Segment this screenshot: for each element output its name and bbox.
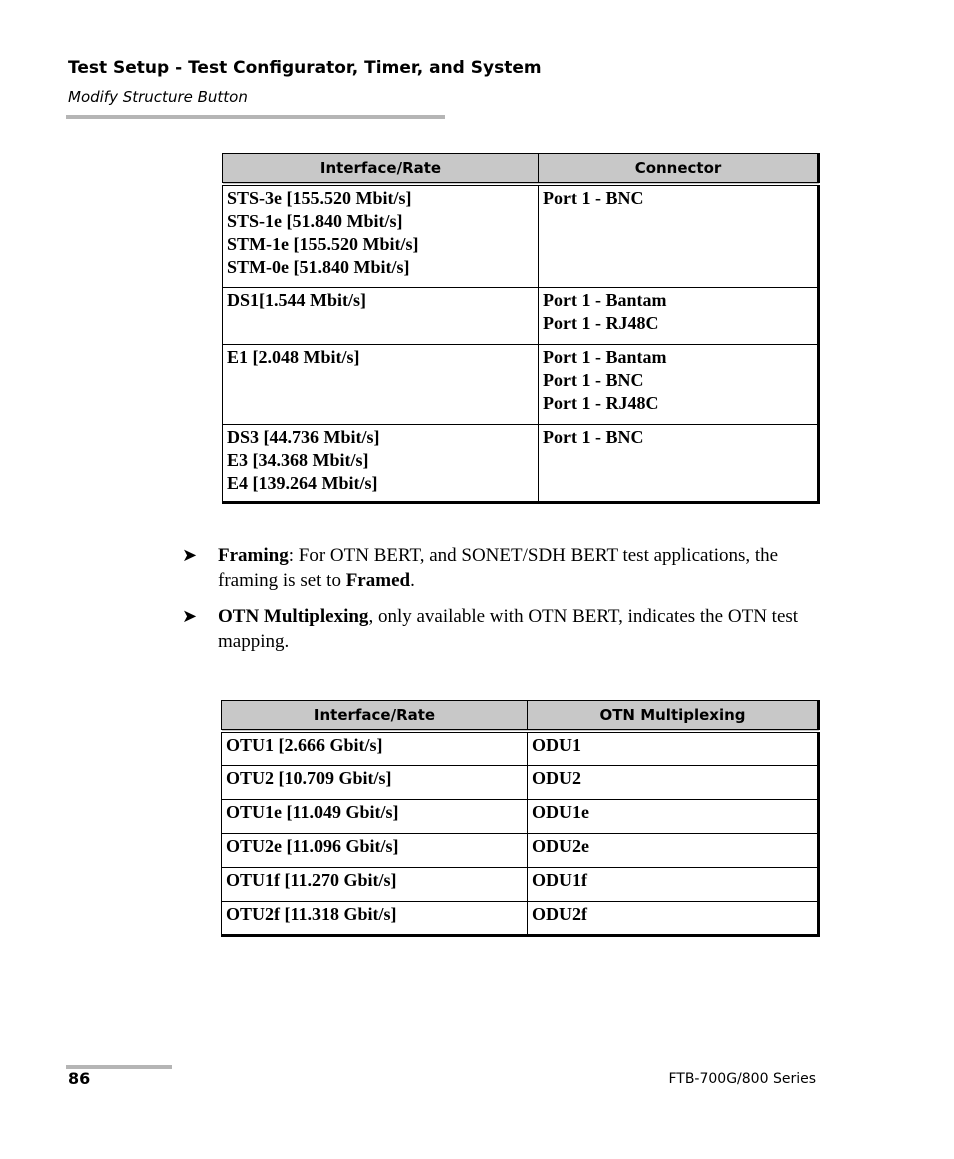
table-header-row bbox=[222, 701, 819, 732]
connector-text: Port 1 - BNC bbox=[543, 426, 644, 447]
column-header-interface-rate: Interface/Rate bbox=[223, 154, 539, 185]
bullet-text: : For OTN BERT, and SONET/SDH BERT test applications, the framing is set to bbox=[218, 545, 779, 591]
arrowhead-bullet-icon: ➤ bbox=[182, 606, 198, 627]
table-row bbox=[223, 184, 819, 287]
page-header-title: Test Setup - Test Configurator, Timer, and System bbox=[68, 58, 542, 78]
connector-text: Port 1 - RJ48C bbox=[543, 392, 659, 413]
bullet-term: Framing bbox=[218, 545, 289, 566]
column-header-interface-rate: Interface/Rate bbox=[222, 701, 528, 732]
connector-text: Port 1 - BNC bbox=[543, 369, 644, 390]
table-header-row bbox=[223, 154, 819, 185]
table-row bbox=[222, 833, 819, 867]
rate-cell: OTU1 [2.666 Gbit/s] bbox=[222, 731, 528, 765]
otn-cell: ODU2e bbox=[528, 833, 819, 867]
table-row bbox=[222, 901, 819, 935]
otn-cell: ODU2f bbox=[532, 903, 587, 924]
header-rule bbox=[66, 115, 445, 119]
rate-text: E4 [139.264 Mbit/s] bbox=[227, 472, 378, 493]
connector-text: Port 1 - BNC bbox=[543, 188, 644, 208]
connector-cell bbox=[539, 184, 819, 287]
bullet-text: , only available with OTN BERT, indicates the OTN test mapping. bbox=[218, 606, 799, 652]
rate-cell bbox=[223, 184, 539, 287]
rate-cell: OTU2e [11.096 Gbit/s] bbox=[222, 833, 528, 867]
rate-text: STS-3e [155.520 Mbit/s] bbox=[227, 188, 412, 208]
page-header-subtitle: Modify Structure Button bbox=[68, 88, 248, 106]
rate-cell bbox=[223, 424, 539, 502]
connector-text: Port 1 - Bantam bbox=[543, 289, 667, 310]
table-row bbox=[222, 867, 819, 901]
rate-text: STM-0e [51.840 Mbit/s] bbox=[227, 257, 410, 277]
rate-cell: OTU1e [11.049 Gbit/s] bbox=[222, 799, 528, 833]
rate-cell bbox=[223, 287, 539, 344]
connector-text: Port 1 - Bantam bbox=[543, 346, 667, 367]
bullet-list bbox=[182, 543, 822, 665]
otn-cell: ODU1 bbox=[528, 731, 819, 765]
rate-text: E3 [34.368 Mbit/s] bbox=[227, 449, 369, 470]
rate-cell bbox=[223, 344, 539, 424]
bullet-emphasis: Framed bbox=[345, 570, 411, 591]
otn-cell: ODU2 bbox=[528, 765, 819, 799]
rate-text: STS-1e [51.840 Mbit/s] bbox=[227, 211, 403, 231]
rate-text: DS3 [44.736 Mbit/s] bbox=[227, 426, 380, 447]
rate-text: DS1[1.544 Mbit/s] bbox=[227, 289, 366, 310]
bullet-term: OTN Multiplexing bbox=[218, 606, 369, 627]
column-header-connector: Connector bbox=[539, 154, 819, 185]
otn-cell: ODU1f bbox=[528, 867, 819, 901]
rate-text: E1 [2.048 Mbit/s] bbox=[227, 346, 360, 367]
otn-cell: ODU1e bbox=[528, 799, 819, 833]
rate-cell: OTU2 [10.709 Gbit/s] bbox=[222, 765, 528, 799]
connector-cell bbox=[539, 424, 819, 502]
bullet-text-end: . bbox=[410, 570, 415, 591]
table-row bbox=[222, 765, 819, 799]
connector-cell bbox=[539, 344, 819, 424]
arrowhead-bullet-icon: ➤ bbox=[182, 545, 198, 566]
connector-table bbox=[222, 153, 820, 504]
column-header-otn-multiplexing: OTN Multiplexing bbox=[528, 701, 819, 732]
table-row bbox=[223, 344, 819, 424]
bullet-framing bbox=[182, 543, 822, 593]
rate-cell: OTU2f [11.318 Gbit/s] bbox=[222, 901, 528, 935]
rate-cell: OTU1f [11.270 Gbit/s] bbox=[222, 867, 528, 901]
table-row bbox=[222, 799, 819, 833]
table-row bbox=[223, 287, 819, 344]
bullet-otn-multiplexing bbox=[182, 604, 822, 654]
otn-multiplexing-table bbox=[221, 700, 820, 937]
connector-text: Port 1 - RJ48C bbox=[543, 312, 659, 333]
page-number: 86 bbox=[68, 1069, 91, 1088]
table-row bbox=[222, 731, 819, 765]
table-row bbox=[223, 424, 819, 502]
rate-text: STM-1e [155.520 Mbit/s] bbox=[227, 234, 419, 254]
connector-cell bbox=[539, 287, 819, 344]
product-series: FTB-700G/800 Series bbox=[668, 1071, 816, 1087]
